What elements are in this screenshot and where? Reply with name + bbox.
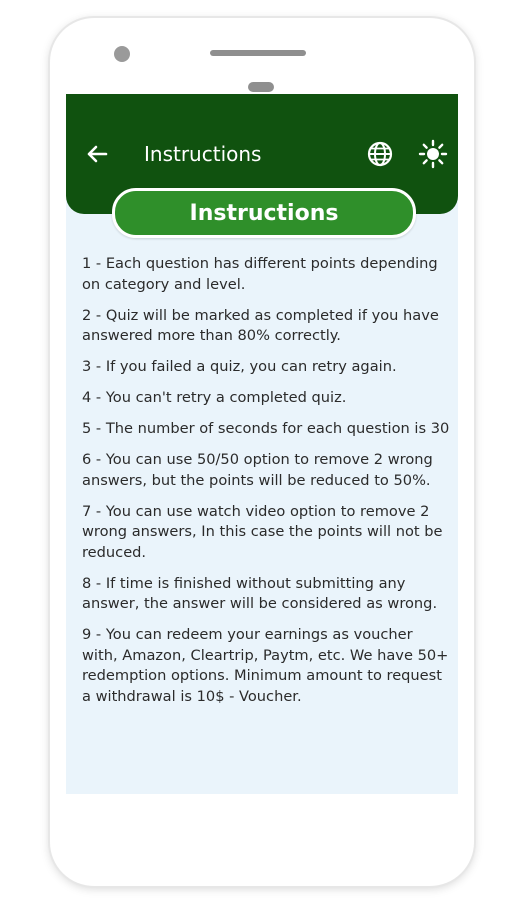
sun-icon[interactable] (418, 139, 448, 169)
section-header-pill: Instructions (112, 188, 416, 238)
instruction-item: 2 - Quiz will be marked as completed if you have answered more than 80% correctly. (82, 306, 439, 344)
instruction-item: 7 - You can use watch video option to remove 2 wrong answers, In this case the points will not be reduced. (82, 502, 443, 561)
globe-icon[interactable] (366, 140, 394, 168)
instruction-item: 3 - If you failed a quiz, you can retry again. (82, 358, 397, 375)
front-camera (114, 46, 130, 62)
earpiece-speaker (210, 50, 306, 56)
instruction-item: 8 - If time is finished without submitting any answer, the answer will be considered as wrong. (82, 574, 438, 612)
instructions-list (82, 254, 452, 718)
instruction-item: 6 - You can use 50/50 option to remove 2 wrong answers, but the points will be reduced to 50%. (82, 451, 433, 489)
instruction-item: 5 - The number of seconds for each question is 30 (82, 420, 450, 437)
app-bar-title: Instructions (144, 142, 262, 166)
app-screen (66, 94, 458, 794)
instruction-item: 4 - You can't retry a completed quiz. (82, 389, 347, 406)
instruction-item: 1 - Each question has different points depending on category and level. (82, 255, 438, 293)
back-arrow-icon[interactable] (86, 142, 108, 166)
proximity-sensor (248, 82, 274, 92)
instruction-item: 9 - You can redeem your earnings as voucher with, Amazon, Cleartrip, Paytm, etc. We have 50+ redemption options. Minimum amount to request a withdrawal is 10$ - Voucher. (82, 626, 449, 705)
